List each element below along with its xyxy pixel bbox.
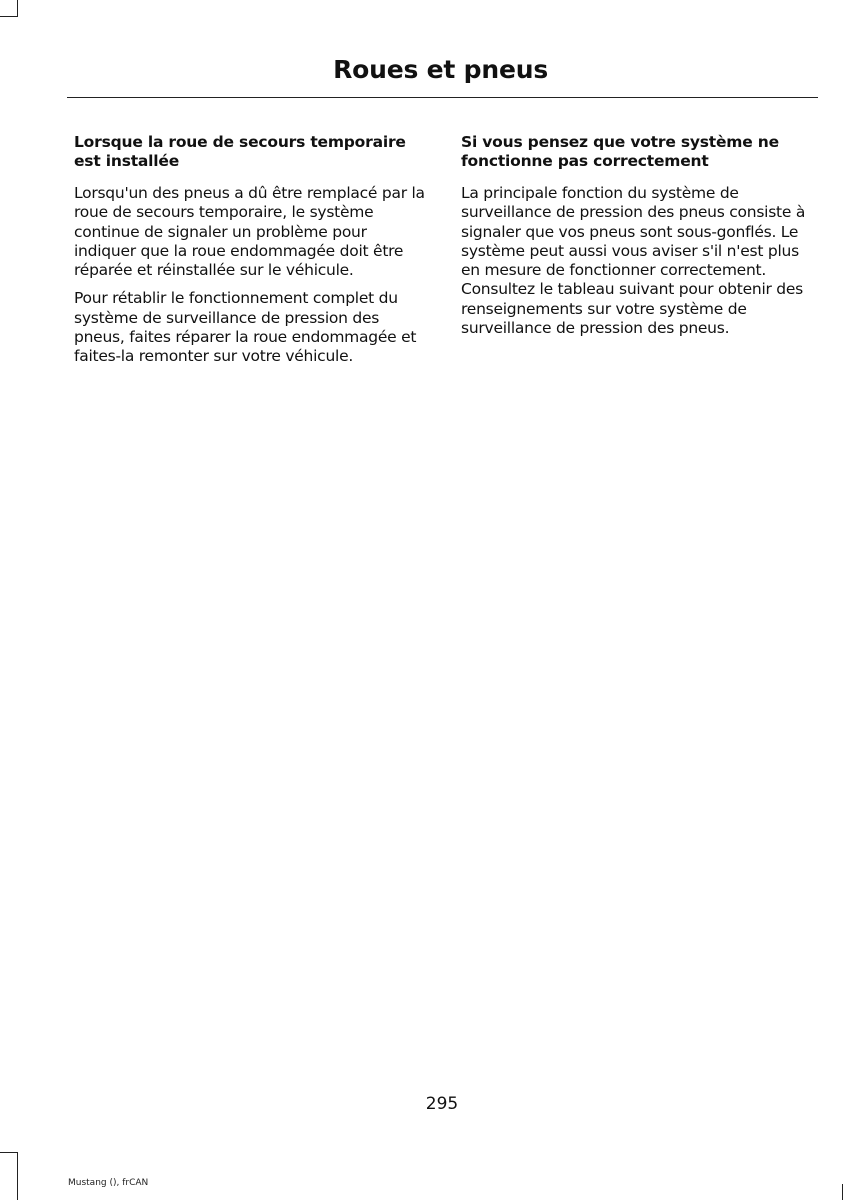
crop-mark-bottom-left-horizontal (0, 1152, 18, 1153)
crop-mark-top-left-horizontal (0, 16, 18, 17)
right-column (461, 133, 819, 347)
crop-mark-bottom-right-vertical (842, 1184, 843, 1200)
left-paragraph-2: Pour rétablir le fonctionnement complet du système de surveillance de pression des pneus, faites réparer la roue endommagée et faites-la remonter sur votre véhicule. (74, 289, 417, 366)
left-section-heading: Lorsque la roue de secours temporaire est installée (74, 133, 406, 170)
left-column (74, 133, 432, 376)
title-divider (67, 97, 818, 98)
left-paragraph-1: Lorsqu'un des pneus a dû être remplacé par la roue de secours temporaire, le système continue de signaler un problème pour indiquer que la roue endommagée doit être réparée et réinstallée sur le véhicule. (74, 184, 425, 280)
crop-mark-top-left-vertical (17, 0, 18, 16)
right-paragraph-1: La principale fonction du système de surveillance de pression des pneus consiste à signaler que vos pneus sont sous-gonflés. Le système peut aussi vous aviser s'il n'est plus en mesure de fonctionner correctement. Consultez le tableau suivant pour obtenir des renseignements sur votre système de surveillance de pression des pneus. (461, 184, 806, 338)
right-section-heading: Si vous pensez que votre système ne fonctionne pas correctement (461, 133, 779, 170)
crop-mark-bottom-left-vertical (17, 1152, 18, 1200)
page-title: Roues et pneus (333, 55, 548, 84)
page-number: 295 (425, 1094, 459, 1114)
footer-label: Mustang (), frCAN (68, 1178, 149, 1188)
